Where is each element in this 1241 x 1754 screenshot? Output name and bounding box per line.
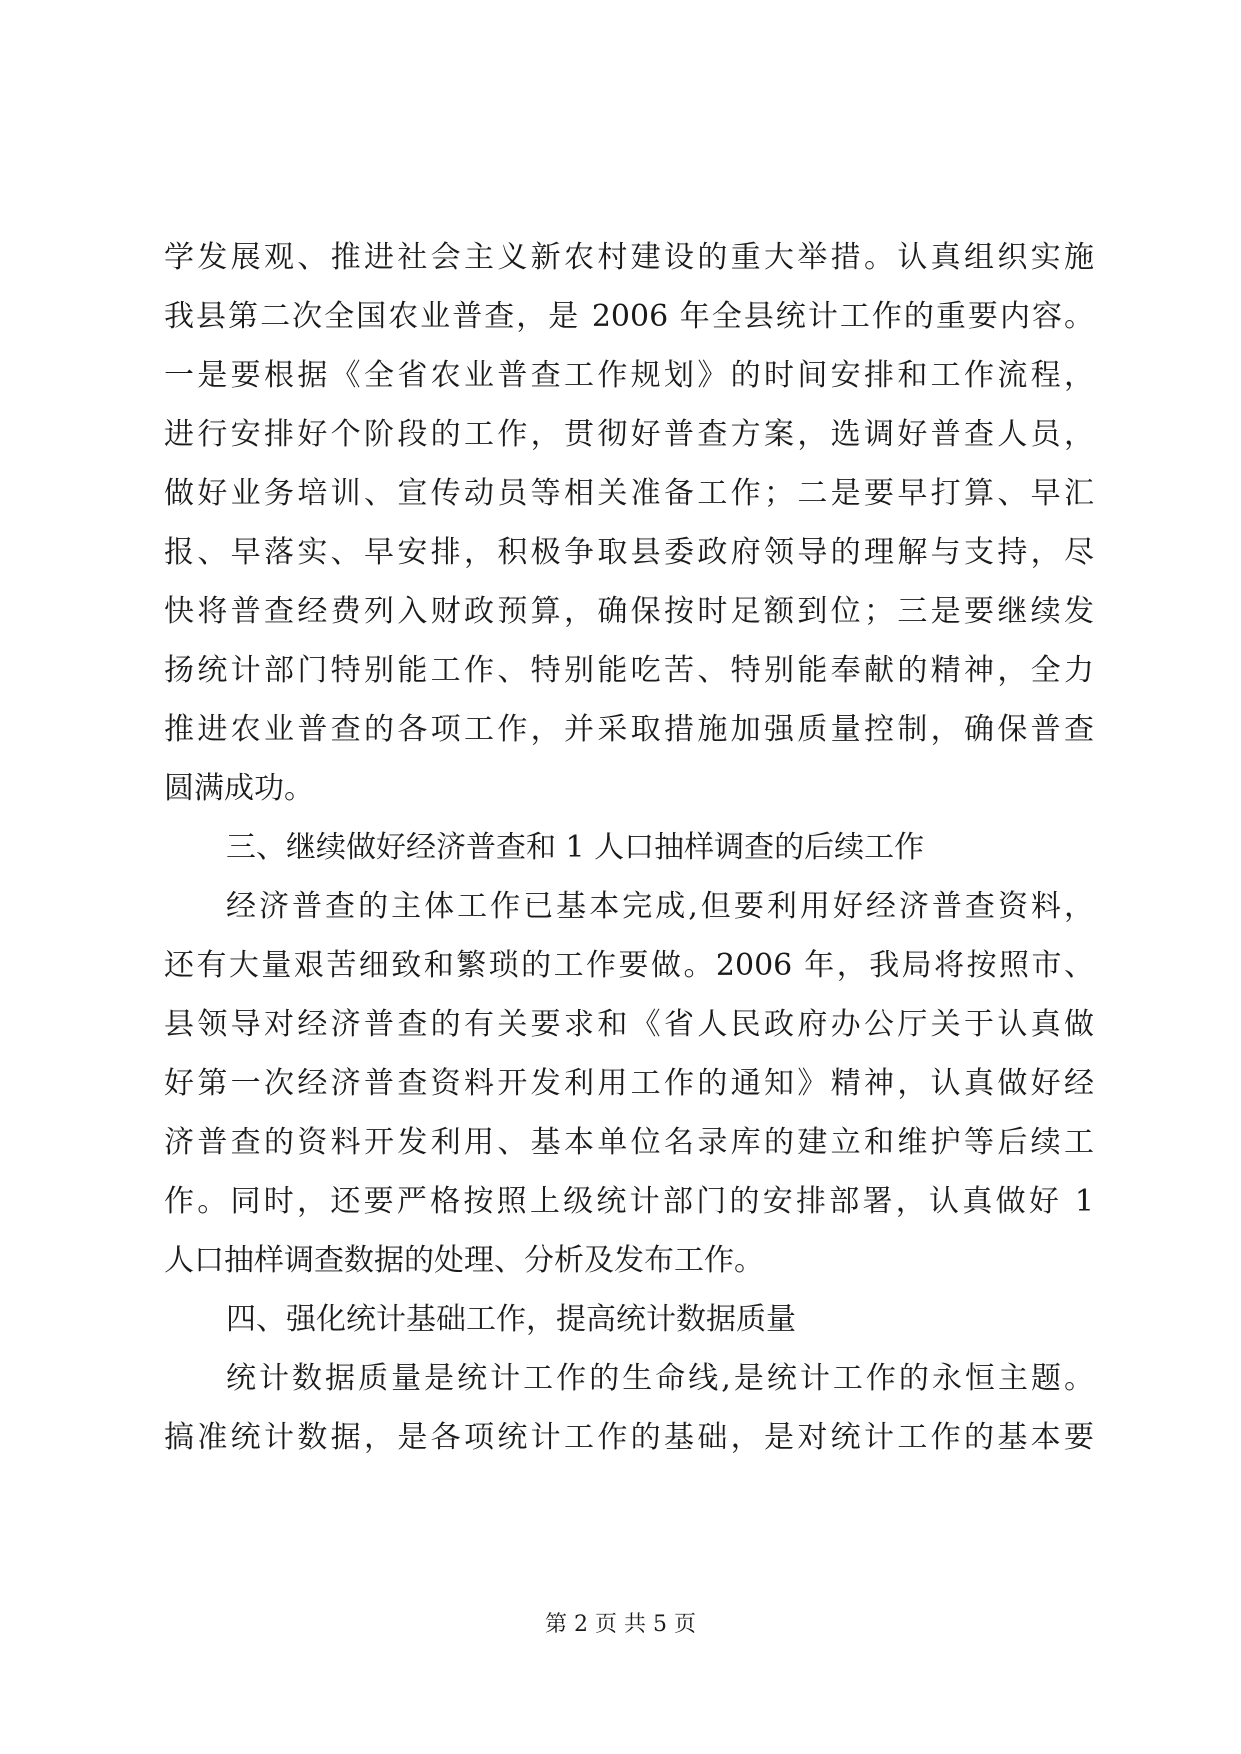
paragraph-first-line: 经济普查的主体工作已基本完成,但要利用好经济普查资料，	[226, 889, 1094, 924]
text-line: 县领导对经济普查的有关要求和《省人民政府办公厅关于认真做	[164, 1007, 1094, 1042]
text-line: 扬统计部门特别能工作、特别能吃苦、特别能奉献的精神，全力	[164, 653, 1094, 688]
paragraph-first-line: 统计数据质量是统计工作的生命线,是统计工作的永恒主题。	[226, 1361, 1094, 1396]
text-line: 圆满成功。	[164, 771, 314, 806]
text-line: 搞准统计数据，是各项统计工作的基础，是对统计工作的基本要	[164, 1420, 1094, 1455]
text-line: 做好业务培训、宣传动员等相关准备工作；二是要早打算、早汇	[164, 476, 1094, 511]
text-line: 学发展观、推进社会主义新农村建设的重大举措。认真组织实施	[164, 240, 1094, 275]
text-line: 济普查的资料开发利用、基本单位名录库的建立和维护等后续工	[164, 1125, 1094, 1160]
document-body	[164, 228, 1094, 1467]
page-footer: 第 2 页 共 5 页	[545, 1612, 696, 1637]
paragraph-first-line: 四、强化统计基础工作，提高统计数据质量	[226, 1302, 796, 1337]
text-line: 好第一次经济普查资料开发利用工作的通知》精神，认真做好经	[164, 1066, 1094, 1101]
text-line: 一是要根据《全省农业普查工作规划》的时间安排和工作流程，	[164, 358, 1094, 393]
text-line: 还有大量艰苦细致和繁琐的工作要做。2006 年，我局将按照市、	[164, 948, 1094, 983]
text-line: 人口抽样调查数据的处理、分析及发布工作。	[164, 1243, 764, 1278]
text-line: 报、早落实、早安排，积极争取县委政府领导的理解与支持，尽	[164, 535, 1094, 570]
text-line: 进行安排好个阶段的工作，贯彻好普查方案，选调好普查人员，	[164, 417, 1094, 452]
text-line: 我县第二次全国农业普查，是 2006 年全县统计工作的重要内容。	[164, 299, 1094, 334]
text-line: 推进农业普查的各项工作，并采取措施加强质量控制，确保普查	[164, 712, 1094, 747]
text-line: 作。同时，还要严格按照上级统计部门的安排部署，认真做好 1	[164, 1184, 1094, 1219]
paragraph-first-line: 三、继续做好经济普查和 1 人口抽样调查的后续工作	[226, 830, 925, 865]
text-line: 快将普查经费列入财政预算，确保按时足额到位；三是要继续发	[164, 594, 1094, 629]
